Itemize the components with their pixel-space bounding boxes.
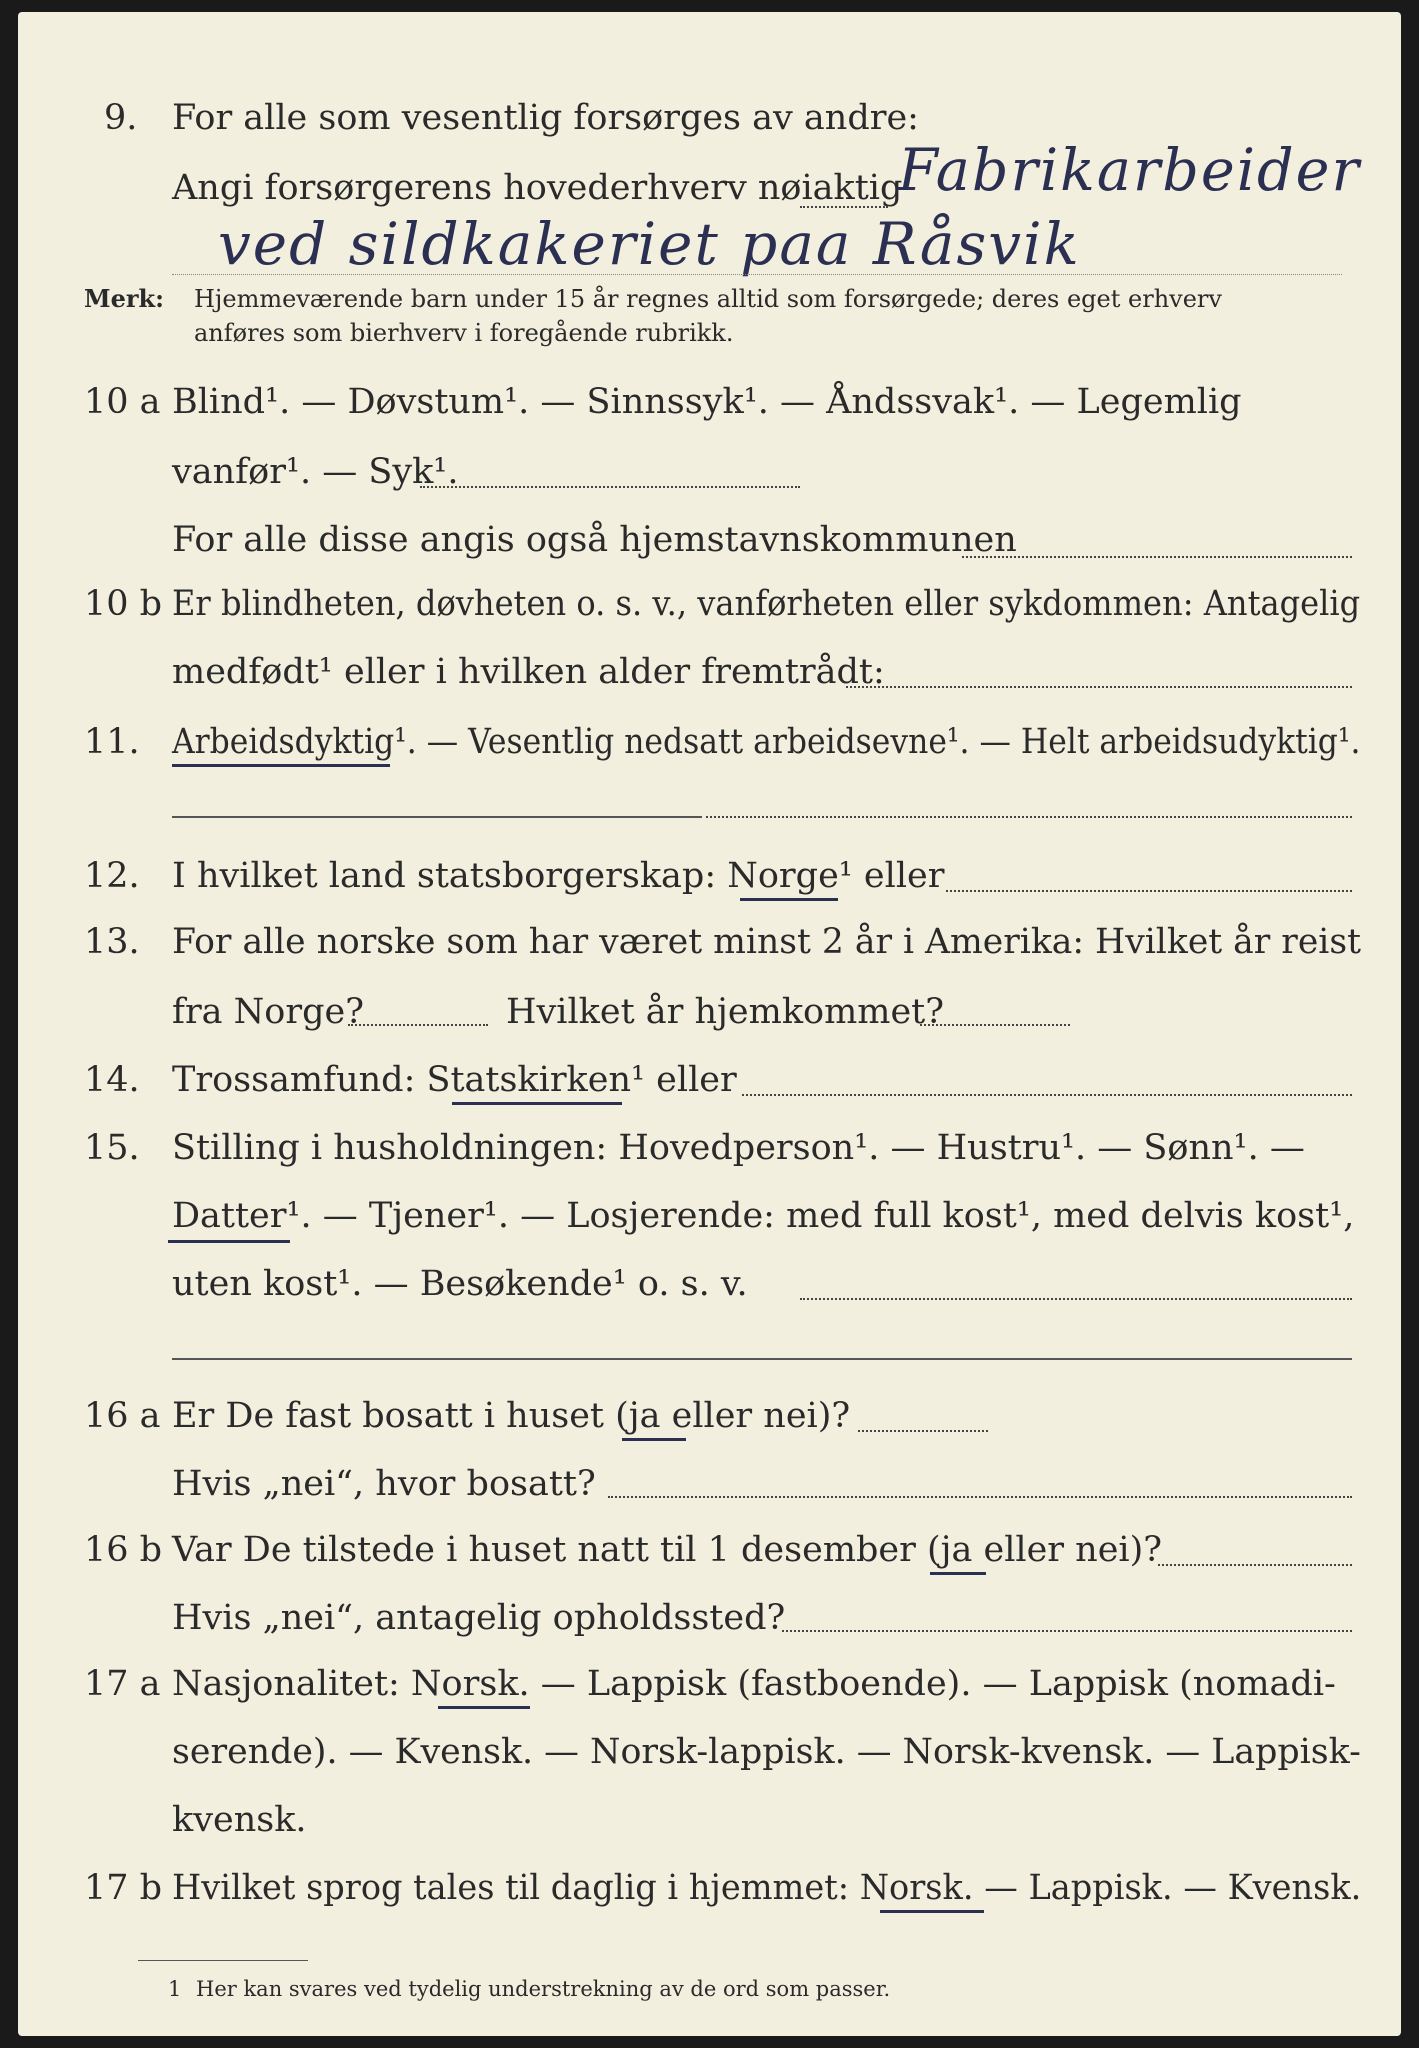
q17a-number: 17 a (84, 1664, 161, 1704)
q17a-line1: Nasjonalitet: Norsk. — Lappisk (fastboende). — Lappisk (nomadi- (172, 1664, 1336, 1704)
q15-number: 15. (84, 1128, 140, 1168)
q15-line1: Stilling i husholdningen: Hovedperson¹. — Hustru¹. — Sønn¹. — (172, 1128, 1305, 1168)
q13-line1: For alle norske som har været minst 2 år i Amerika: Hvilket år reist (172, 922, 1362, 962)
q10b-line2: medfødt¹ eller i hvilken alder fremtrådt: (172, 652, 885, 692)
merk-line2: anføres som bierhverv i foregående rubrikk. (194, 319, 734, 347)
q15-line2: Datter¹. — Tjener¹. — Losjerende: med full kost¹, med delvis kost¹, (172, 1196, 1355, 1236)
q11-number: 11. (84, 722, 140, 762)
q9-handwritten-employer: ved sildkakeriet paa Råsvik (218, 210, 1081, 278)
q15-fill-line (800, 1298, 1352, 1300)
footnote-mark: 1 (168, 1977, 182, 2001)
q17a-line2: serende). — Kvensk. — Norsk-lappisk. — Norsk-kvensk. — Lappisk- (172, 1732, 1361, 1772)
q14-fill-line (742, 1094, 1352, 1096)
q14-number: 14. (84, 1060, 140, 1100)
q10a-home-municipality-line (962, 556, 1352, 558)
q14-underline-statskirken (452, 1102, 622, 1105)
q17a-line3: kvensk. (172, 1800, 307, 1840)
q17a-underline-norsk (438, 1706, 530, 1709)
q16a-underline-ja (622, 1438, 686, 1441)
q9-fill-line (800, 206, 888, 208)
q16b-fill-line (1158, 1564, 1352, 1566)
q17b-number: 17 b (84, 1868, 163, 1908)
q12-number: 12. (84, 856, 140, 896)
footnote-separator (138, 1960, 308, 1961)
q10b-fill-line (846, 686, 1352, 688)
q13-number: 13. (84, 922, 140, 962)
q13-year-returned-line (920, 1024, 1070, 1026)
q16b-line2: Hvis „nei“, antagelig opholdssted? (172, 1598, 786, 1638)
q12-underline-norge (740, 898, 838, 901)
q12-line1: I hvilket land statsborgerskap: Norge¹ eller (172, 856, 945, 896)
q10a-number: 10 a (84, 382, 161, 422)
q9-line2: Angi forsørgerens hovederhverv nøiaktig (172, 168, 903, 208)
q11-answer-line-dotted (706, 816, 1352, 818)
q10a-line1: Blind¹. — Døvstum¹. — Sinnssyk¹. — Åndssvak¹. — Legemlig (172, 382, 1242, 422)
q10a-line3: For alle disse angis også hjemstavnskommunen (172, 520, 1017, 560)
q13-line2b: Hvilket år hjemkommet? (506, 992, 945, 1032)
q17b-underline-norsk (880, 1910, 984, 1913)
q16a-line2: Hvis „nei“, hvor bosatt? (172, 1464, 596, 1504)
census-form-page (18, 12, 1401, 2036)
q15-answer-line (172, 1358, 1352, 1360)
q13-year-left-line (348, 1024, 488, 1026)
q9-line1: For alle som vesentlig forsørges av andre: (172, 98, 919, 138)
q10b-number: 10 b (84, 584, 163, 624)
q11-answer-line-solid (172, 816, 702, 818)
footnote-text: Her kan svares ved tydelig understrekning av de ord som passer. (196, 1977, 891, 2001)
merk-line1: Hjemmeværende barn under 15 år regnes alltid som forsørgede; deres eget erhverv (194, 285, 1222, 313)
q13-line2a: fra Norge? (172, 992, 364, 1032)
q11-line1: Arbeidsdyktig¹. — Vesentlig nedsatt arbeidsevne¹. — Helt arbeidsudyktig¹. (172, 722, 1361, 762)
q16b-underline-ja (930, 1572, 986, 1575)
q16a-fill-line (858, 1430, 988, 1432)
q16a-line1: Er De fast bosatt i huset (ja eller nei)? (172, 1396, 851, 1436)
q15-line3: uten kost¹. — Besøkende¹ o. s. v. (172, 1264, 748, 1304)
q14-line1: Trossamfund: Statskirken¹ eller (172, 1060, 737, 1100)
q10a-line2: vanfør¹. — Syk¹. (172, 452, 459, 492)
merk-label: Merk: (84, 284, 164, 313)
q15-underline-datter (168, 1240, 290, 1243)
q16a-number: 16 a (84, 1396, 161, 1436)
q16b-line1: Var De tilstede i huset natt til 1 desember (ja eller nei)? (172, 1530, 1163, 1570)
q10b-line1: Er blindheten, døvheten o. s. v., vanførheten eller sykdommen: Antagelig (172, 584, 1361, 624)
q11-underline-arbeidsdyktig (172, 764, 390, 767)
q17b-line1: Hvilket sprog tales til daglig i hjemmet: Norsk. — Lappisk. — Kvensk. (172, 1868, 1362, 1908)
q9-handwritten-occupation: Fabrikarbeider (898, 136, 1361, 204)
q16a-residence-line (608, 1496, 1352, 1498)
q12-fill-line (946, 890, 1352, 892)
q10a-fill-line (420, 486, 800, 488)
q9-answer-line (172, 274, 1342, 275)
q16b-number: 16 b (84, 1530, 163, 1570)
q16b-stay-location-line (782, 1630, 1352, 1632)
q9-number: 9. (104, 98, 138, 138)
